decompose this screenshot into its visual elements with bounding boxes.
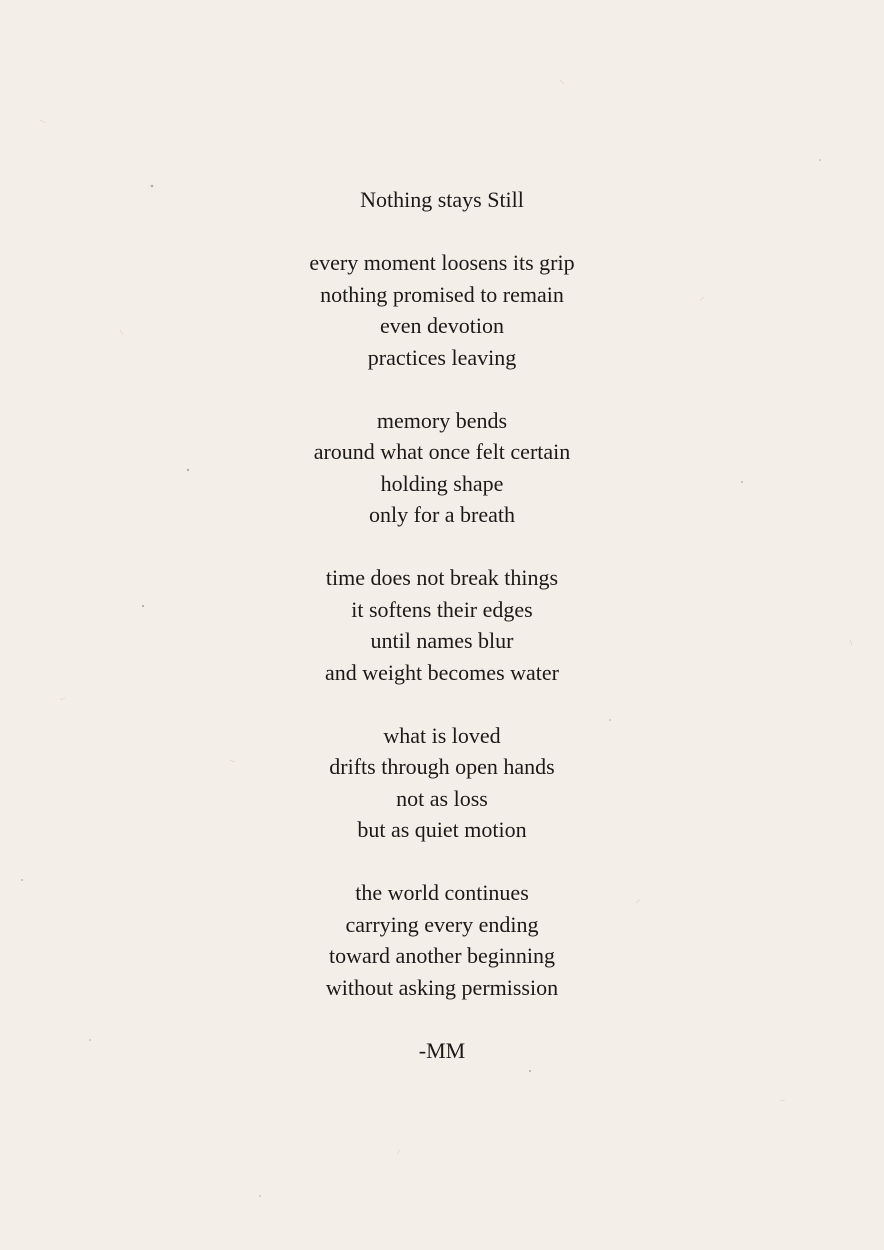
poem	[0, 184, 884, 1066]
stanza-4	[0, 720, 884, 846]
poem-line: it softens their edges	[351, 596, 533, 622]
poem-line: the world continues	[355, 880, 529, 905]
poem-line: until names blur	[370, 628, 514, 653]
poem-line: holding shape	[380, 470, 504, 496]
poem-line: nothing promised to remain	[320, 281, 564, 307]
stanza-3	[0, 562, 884, 688]
poem-line: memory bends	[376, 407, 508, 433]
poem-line: without asking permission	[325, 974, 559, 1000]
poem-line: even devotion	[379, 313, 505, 338]
stanza-5	[0, 877, 884, 1003]
poem-line: around what once felt certain	[313, 439, 571, 464]
poem-line: practices leaving	[367, 344, 517, 370]
poem-line: every moment loosens its grip	[309, 250, 575, 275]
poem-signature: -MM	[418, 1037, 466, 1063]
stanza-1	[0, 247, 884, 373]
poem-line: and weight becomes water	[325, 659, 559, 685]
poem-line: carrying every ending	[345, 911, 539, 937]
poem-line: drifts through open hands	[329, 754, 555, 779]
poem-line: toward another beginning	[328, 943, 556, 968]
poem-line: what is loved	[383, 722, 501, 748]
poem-line: but as quiet motion	[357, 817, 527, 842]
poem-line: only for a breath	[369, 502, 515, 527]
poem-line: not as loss	[396, 785, 488, 811]
stanza-2	[0, 405, 884, 531]
poem-line: time does not break things	[325, 565, 559, 590]
poem-title: Nothing stays Still	[360, 187, 524, 212]
